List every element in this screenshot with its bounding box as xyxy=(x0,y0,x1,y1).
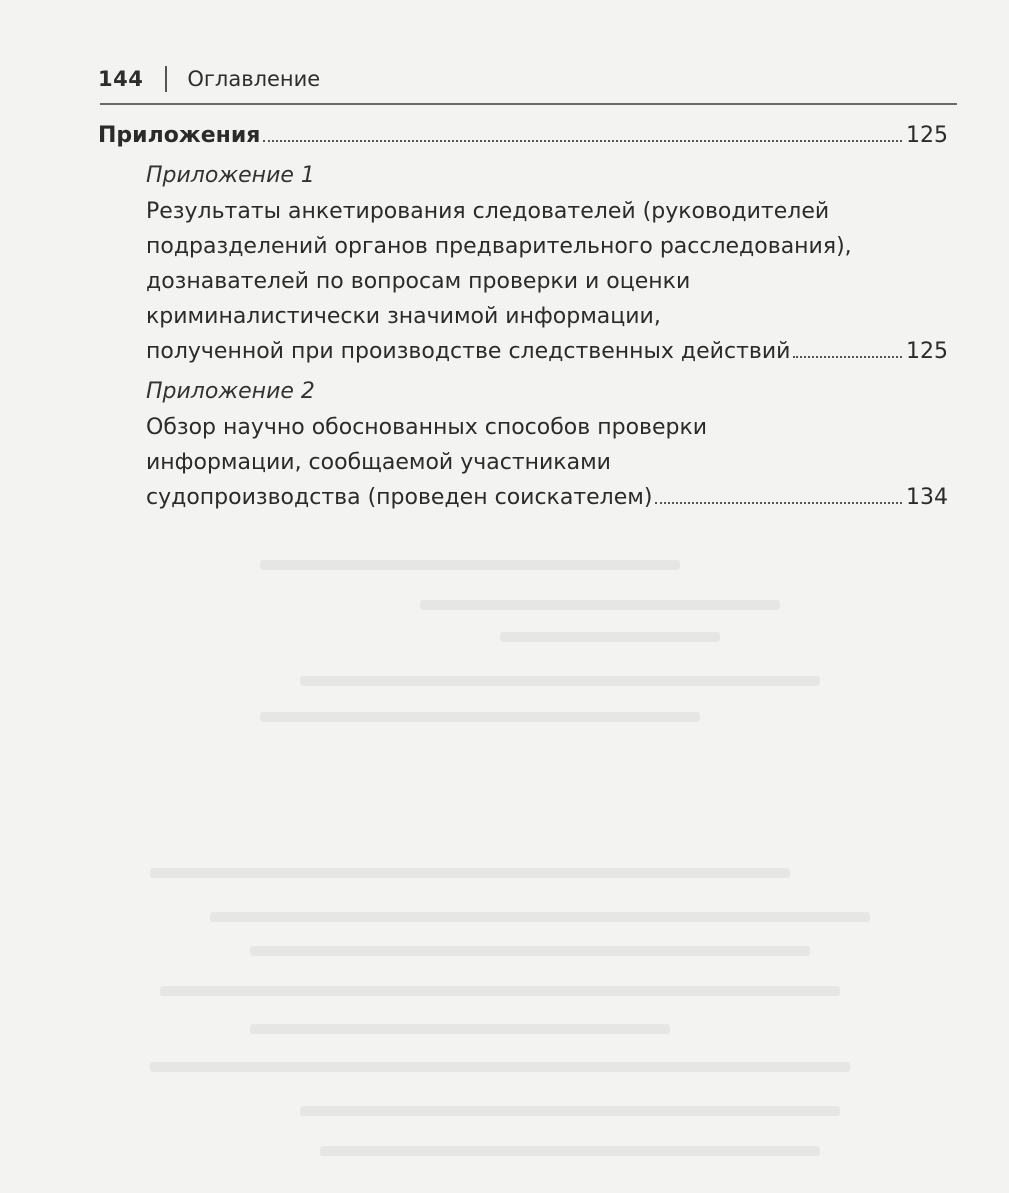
toc-entry-caption: Приложение 1 xyxy=(146,163,315,188)
bleed-through-mark xyxy=(420,600,780,610)
toc-entry-last-line xyxy=(146,480,948,516)
toc-entry-line: судопроизводства (проведен соискателем) xyxy=(146,485,653,510)
table-of-contents xyxy=(98,118,948,516)
bleed-through-mark xyxy=(260,712,700,722)
bleed-through-mark xyxy=(260,560,680,570)
bleed-through-mark xyxy=(250,1024,670,1034)
toc-entry-appendix-1 xyxy=(146,158,948,370)
toc-entry-caption: Приложение 2 xyxy=(146,379,315,404)
page-number: 144 xyxy=(98,67,144,91)
toc-entry-line: Обзор научно обоснованных способов проверки xyxy=(146,415,708,440)
toc-entry-line: подразделений органов предварительного расследования), xyxy=(146,234,852,259)
bleed-through-mark xyxy=(300,676,820,686)
toc-entry-line: информации, сообщаемой участниками xyxy=(146,450,611,475)
toc-page-number: 125 xyxy=(906,123,948,148)
bleed-through-mark xyxy=(500,632,720,642)
dot-leader xyxy=(793,356,902,358)
bleed-through-mark xyxy=(320,1146,820,1156)
running-head xyxy=(98,62,320,96)
header-rule xyxy=(100,103,957,105)
toc-entry-appendix-2 xyxy=(146,374,948,516)
bleed-through-mark xyxy=(150,1062,850,1072)
bleed-through-mark xyxy=(160,986,840,996)
toc-page-number: 125 xyxy=(906,339,948,364)
toc-entry-line: полученной при производстве следственных действий xyxy=(146,339,791,364)
bleed-through-mark xyxy=(250,946,810,956)
header-separator xyxy=(165,66,167,92)
toc-entry-last-line xyxy=(146,334,948,370)
bleed-through-mark xyxy=(300,1106,840,1116)
dot-leader xyxy=(263,140,902,142)
dot-leader xyxy=(655,502,902,504)
bleed-through-mark xyxy=(210,912,870,922)
toc-entry-line: дознавателей по вопросам проверки и оценки xyxy=(146,269,691,294)
toc-section-label: Приложения xyxy=(98,123,261,148)
toc-entry-line: криминалистически значимой информации, xyxy=(146,304,661,329)
toc-section-appendices xyxy=(98,118,948,154)
bleed-through-mark xyxy=(150,868,790,878)
toc-entry-line: Результаты анкетирования следователей (руководителей xyxy=(146,199,830,224)
toc-page-number: 134 xyxy=(906,485,948,510)
running-head-title: Оглавление xyxy=(187,67,321,91)
